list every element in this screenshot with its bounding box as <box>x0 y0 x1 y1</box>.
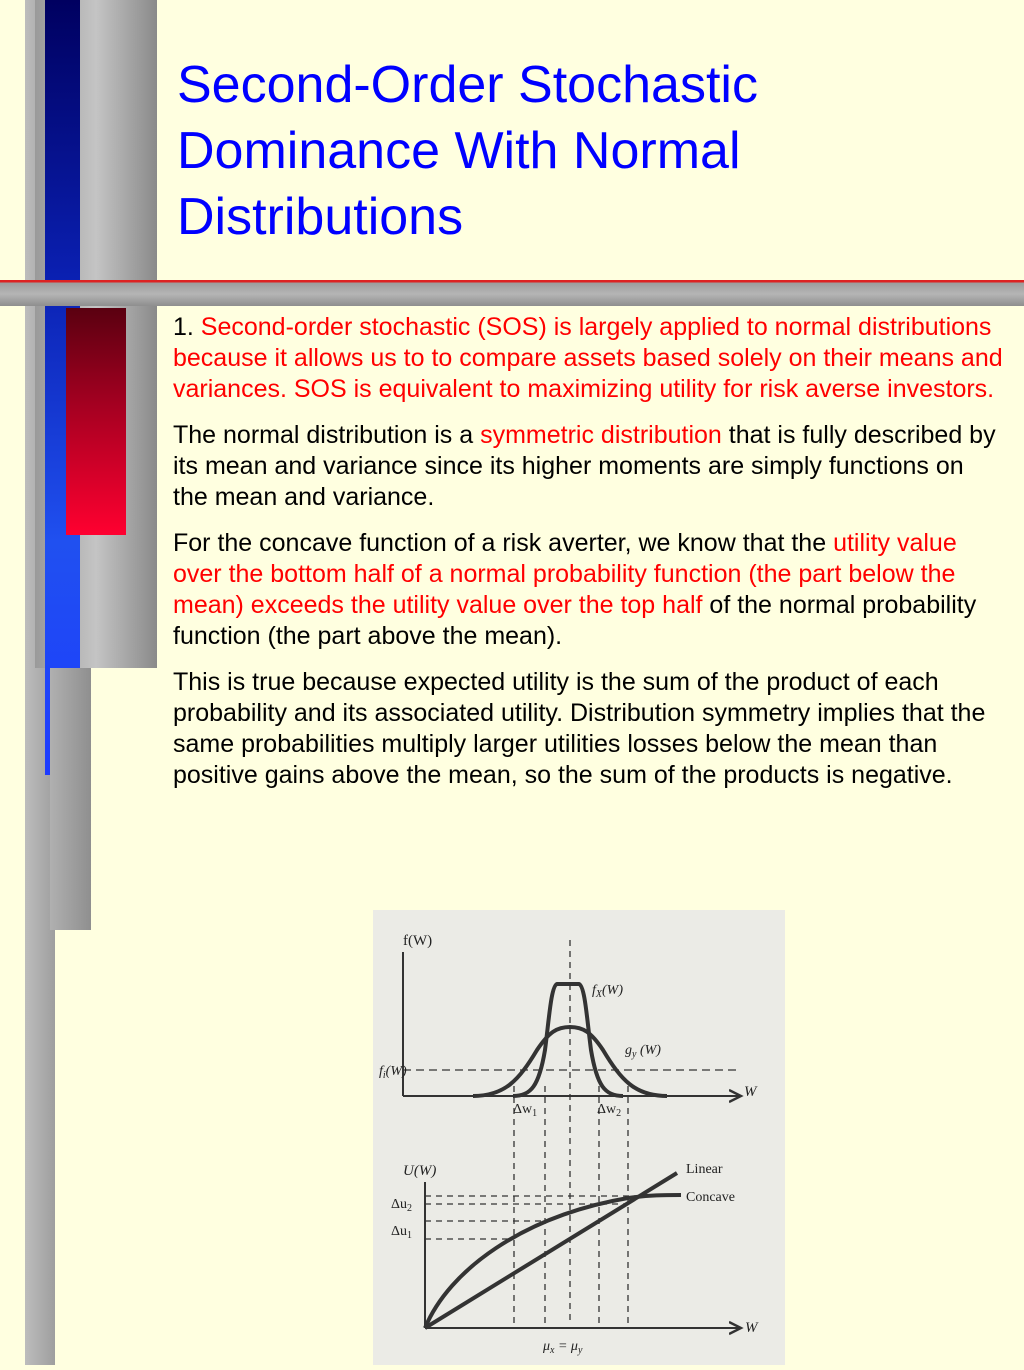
dw1-label: $\Delta w_1$ <box>513 1102 538 1119</box>
paragraph-3 <box>173 528 1003 652</box>
decor-bar-horizontal <box>0 280 1024 306</box>
top-x-axis-label: W <box>744 1084 757 1100</box>
body-text: This is true because expected utility is the sum of the product of each probability and its associated utility. Distribution symmetry implies that the same probabilities multiply larger utilities losses below the mean than positive gains above the mean, so the sum of the products is negative. <box>173 668 986 789</box>
slide-body <box>173 312 1003 806</box>
body-text: that is fully described by its mean and variance since its higher moments are simply functions on the mean and variance. <box>173 421 996 511</box>
figure-svg <box>373 910 785 1365</box>
emphasis-text: symmetric distribution <box>480 421 722 449</box>
linear-label: Linear <box>686 1162 723 1177</box>
mean-label: $\mu_x = \mu_y$ <box>543 1339 583 1356</box>
paragraph-2 <box>173 420 1003 513</box>
distribution-utility-figure <box>373 910 785 1365</box>
top-y-axis-label: f(W) <box>403 933 433 949</box>
paragraph-number: 1. <box>173 313 201 341</box>
fx-label: $f_X(W)$ <box>592 983 623 1000</box>
bottom-y-axis-label: U(W) <box>403 1163 437 1179</box>
emphasis-text: Second-order stochastic (SOS) is largely applied to normal distributions because it allows us to to compare assets based solely on their means and variances. SOS is equivalent to maximizing utility for risk averse investors. <box>173 313 1003 403</box>
body-text: of the normal probability function (the part above the mean). <box>173 591 977 650</box>
concave-label: Concave <box>686 1190 735 1205</box>
fx-curve <box>513 984 623 1096</box>
gy-label: $g_y$ (W) <box>625 1043 661 1060</box>
slide-title: Second-Order Stochastic Dominance With Normal Distributions <box>177 56 758 246</box>
bottom-x-axis-label: W <box>745 1320 758 1336</box>
paragraph-1 <box>173 312 1003 405</box>
decor-bar-red <box>66 308 126 535</box>
body-text: For the concave function of a risk averter, we know that the <box>173 529 834 557</box>
decor-bar-gray-mid <box>50 668 91 930</box>
body-text: The normal distribution is a <box>173 421 481 449</box>
fi-label: $f_i(W)$ <box>379 1064 407 1081</box>
concave-utility-curve <box>425 1195 681 1328</box>
emphasis-text: utility value over the bottom half of a normal probability function (the part below the mean) exceeds the utility value over the top half <box>173 529 957 619</box>
du1-label: $\Delta u_1$ <box>391 1224 413 1241</box>
dw2-label: $\Delta w_2$ <box>597 1102 622 1119</box>
paragraph-4 <box>173 667 1003 791</box>
du2-label: $\Delta u_2$ <box>391 1197 413 1214</box>
